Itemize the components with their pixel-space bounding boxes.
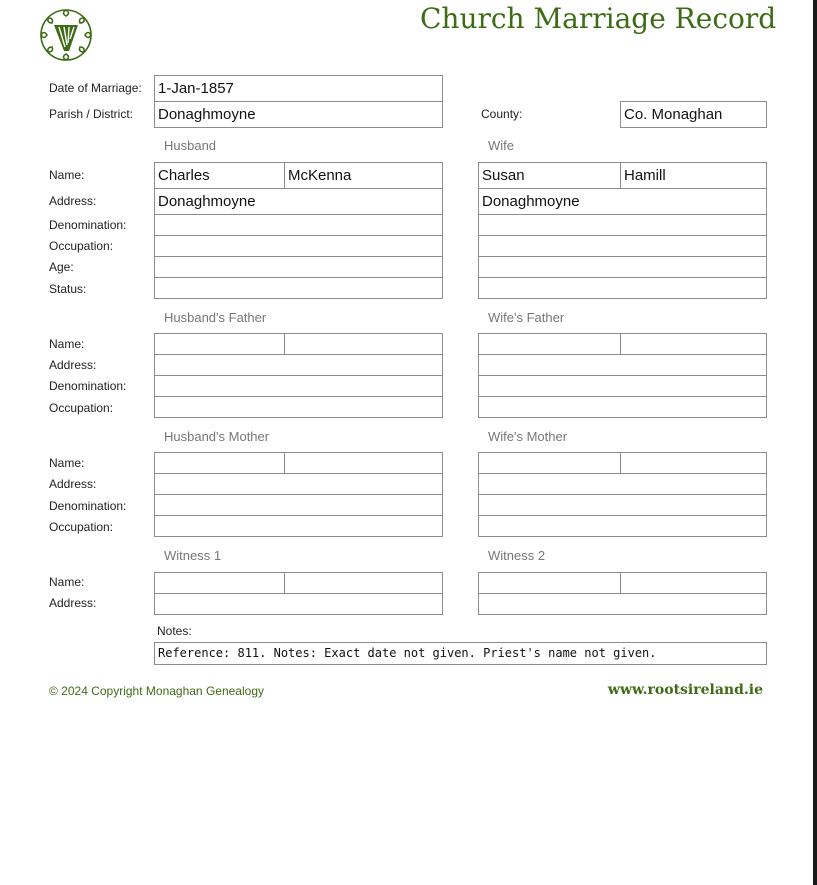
wife-occupation-field: [478, 235, 767, 257]
parish-label: Parish / District:: [49, 107, 134, 121]
wifes-mother-surname-field: [620, 452, 767, 474]
copyright-text: © 2024 Copyright Monaghan Genealogy: [49, 684, 264, 698]
website-link[interactable]: www.rootsireland.ie: [607, 682, 763, 698]
husbands-mother-occupation-label: Occupation:: [49, 520, 114, 534]
wifes-father-address-field: [478, 354, 767, 376]
wifes-father-denomination-field: [478, 375, 767, 397]
husbands-father-name-label: Name:: [49, 337, 85, 351]
husband-address-field: Donaghmoyne: [154, 188, 443, 215]
witness2-surname-field: [620, 572, 767, 594]
county-field: Co. Monaghan: [620, 101, 767, 128]
wife-age-field: [478, 256, 767, 278]
husband-section-title: Husband: [164, 138, 217, 153]
witness1-section-title: Witness 1: [164, 548, 222, 563]
witness2-first-name-field: [478, 572, 621, 594]
witness1-address-field: [154, 593, 443, 615]
husbands-mother-occupation-field: [154, 515, 443, 537]
wifes-father-section-title: Wife's Father: [488, 310, 565, 325]
husband-occupation-field: [154, 235, 443, 257]
husbands-mother-name-label: Name:: [49, 456, 85, 470]
husband-denomination-label: Denomination:: [49, 218, 127, 232]
wife-section-title: Wife: [488, 138, 514, 153]
window-edge: [813, 0, 817, 885]
wife-address-field: Donaghmoyne: [478, 188, 767, 215]
husbands-father-surname-field: [284, 333, 443, 355]
notes-field: Reference: 811. Notes: Exact date not given. Priest's name not given.: [154, 642, 767, 665]
date-of-marriage-field: 1-Jan-1857: [154, 75, 443, 102]
husbands-mother-address-field: [154, 473, 443, 495]
husband-occupation-label: Occupation:: [49, 239, 114, 253]
wife-denomination-field: [478, 214, 767, 236]
husband-name-label: Name:: [49, 168, 85, 182]
wifes-mother-occupation-field: [478, 515, 767, 537]
date-of-marriage-label: Date of Marriage:: [49, 81, 142, 95]
wifes-father-occupation-field: [478, 396, 767, 418]
harp-emblem-icon: [35, 5, 97, 65]
notes-label: Notes:: [157, 624, 192, 638]
husband-surname-field: McKenna: [284, 162, 443, 189]
wifes-mother-first-name-field: [478, 452, 621, 474]
husbands-mother-denomination-field: [154, 494, 443, 516]
husbands-father-address-field: [154, 354, 443, 376]
husband-first-name-field: Charles: [154, 162, 285, 189]
wife-surname-field: Hamill: [620, 162, 767, 189]
husbands-father-occupation-field: [154, 396, 443, 418]
husband-age-label: Age:: [49, 260, 74, 274]
husbands-father-denomination-field: [154, 375, 443, 397]
parish-field: Donaghmoyne: [154, 101, 443, 128]
wife-status-field: [478, 277, 767, 299]
witness2-section-title: Witness 2: [488, 548, 546, 563]
wifes-father-first-name-field: [478, 333, 621, 355]
wifes-mother-denomination-field: [478, 494, 767, 516]
witness2-address-field: [478, 593, 767, 615]
witness1-address-label: Address:: [49, 596, 97, 610]
husbands-mother-denomination-label: Denomination:: [49, 499, 127, 513]
husbands-father-first-name-field: [154, 333, 285, 355]
wifes-father-surname-field: [620, 333, 767, 355]
witness1-name-label: Name:: [49, 575, 85, 589]
wife-first-name-field: Susan: [478, 162, 621, 189]
witness1-first-name-field: [154, 572, 285, 594]
husbands-mother-section-title: Husband's Mother: [164, 429, 270, 444]
husbands-father-address-label: Address:: [49, 358, 97, 372]
county-label: County:: [481, 107, 523, 121]
page-title: Church Marriage Record: [420, 2, 777, 35]
husbands-mother-first-name-field: [154, 452, 285, 474]
wifes-mother-address-field: [478, 473, 767, 495]
husbands-mother-address-label: Address:: [49, 477, 97, 491]
witness1-surname-field: [284, 572, 443, 594]
husbands-father-occupation-label: Occupation:: [49, 401, 114, 415]
husband-address-label: Address:: [49, 194, 97, 208]
husbands-mother-surname-field: [284, 452, 443, 474]
husband-status-label: Status:: [49, 282, 87, 296]
wifes-mother-section-title: Wife's Mother: [488, 429, 568, 444]
husband-status-field: [154, 277, 443, 299]
husband-denomination-field: [154, 214, 443, 236]
husband-age-field: [154, 256, 443, 278]
husbands-father-denomination-label: Denomination:: [49, 379, 127, 393]
husbands-father-section-title: Husband's Father: [164, 310, 267, 325]
